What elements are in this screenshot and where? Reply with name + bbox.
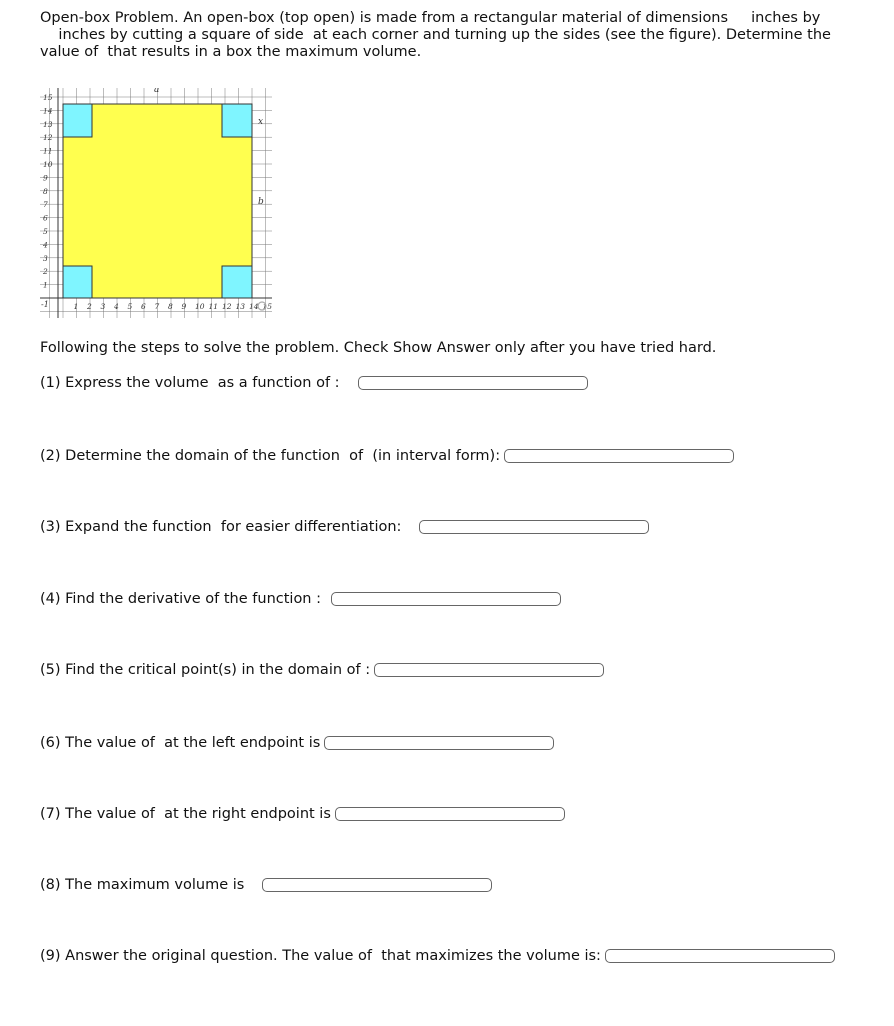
y-tick-label: 12	[43, 133, 53, 143]
x-tick-label: 8	[168, 302, 173, 311]
question-8-label: (8) The maximum volume is	[40, 877, 245, 893]
question-9-label: (9) Answer the original question. The value of that maximizes the volume is:	[40, 948, 601, 964]
problem-line-1: Open-box Problem. An open-box (top open) is made from a rectangular material of dimensions inches by	[40, 10, 821, 26]
box-figure-graph	[40, 88, 272, 318]
y-tick-label: 6	[43, 213, 48, 223]
question-1-label: (1) Express the volume as a function of :	[40, 375, 340, 391]
question-7-label: (7) The value of at the right endpoint is	[40, 806, 331, 822]
label-x: x	[258, 117, 264, 127]
question-1	[40, 373, 588, 393]
question-7	[40, 804, 565, 824]
y-tick-label: 4	[43, 240, 48, 250]
x-tick-labels	[74, 302, 273, 311]
question-5-label: (5) Find the critical point(s) in the domain of :	[40, 662, 371, 678]
question-4-label: (4) Find the derivative of the function :	[40, 591, 321, 607]
x-tick-label: 13	[235, 302, 246, 311]
y-tick-label: 13	[43, 119, 53, 129]
question-3-label: (3) Expand the function for easier differentiation:	[40, 519, 402, 535]
x-tick-label: 12	[222, 302, 232, 311]
x-tick-label: 5	[127, 302, 133, 311]
x-tick-label: 7	[154, 302, 160, 311]
neg-tick-label: -1	[41, 300, 49, 309]
question-2-label: (2) Determine the domain of the function of (in interval form):	[40, 448, 501, 464]
x-tick-label: 6	[141, 302, 146, 311]
y-tick-label: 5	[43, 227, 48, 236]
corner-square-top-right	[222, 104, 252, 137]
y-tick-labels	[42, 93, 53, 290]
box-figure	[40, 88, 272, 318]
answer-field-3[interactable]	[419, 520, 649, 534]
corner-square-bottom-right	[222, 266, 252, 298]
question-8	[40, 875, 492, 895]
answer-field-1[interactable]	[358, 376, 588, 390]
problem-statement	[40, 10, 870, 61]
question-5	[40, 660, 604, 680]
y-tick-label: 7	[43, 200, 48, 210]
y-tick-label: 9	[43, 173, 48, 183]
y-tick-label: 11	[43, 146, 53, 156]
x-tick-label: 10	[195, 302, 205, 311]
question-6-label: (6) The value of at the left endpoint is	[40, 735, 321, 751]
label-b: b	[258, 197, 264, 207]
answer-field-6[interactable]	[324, 736, 554, 750]
answer-field-9[interactable]	[605, 949, 835, 963]
question-9	[40, 946, 835, 966]
x-tick-label: 15	[262, 302, 272, 311]
x-tick-label: 4	[114, 302, 119, 311]
y-tick-label: 14	[43, 106, 53, 116]
x-tick-label: 9	[181, 302, 187, 311]
problem-line-3: value of that results in a box the maximum volume.	[40, 44, 422, 60]
y-tick-label: 3	[43, 253, 48, 263]
y-tick-label: 10	[43, 160, 53, 169]
question-6	[40, 733, 554, 753]
answer-field-5[interactable]	[374, 663, 604, 677]
answer-field-4[interactable]	[331, 592, 561, 606]
answer-field-2[interactable]	[504, 449, 734, 463]
x-tick-label: 1	[73, 302, 79, 311]
question-2	[40, 446, 734, 466]
instructions-text: Following the steps to solve the problem. Check Show Answer only after you have tried hard.	[40, 340, 717, 356]
y-tick-label: 1	[43, 280, 48, 290]
question-4	[40, 589, 561, 609]
x-tick-label: 2	[87, 302, 92, 311]
corner-square-top-left	[63, 104, 92, 137]
y-tick-label: 2	[43, 267, 48, 277]
corner-square-bottom-left	[63, 266, 92, 298]
y-tick-label: 8	[43, 186, 48, 196]
answer-field-7[interactable]	[335, 807, 565, 821]
answer-field-8[interactable]	[262, 878, 492, 892]
x-tick-label: 14	[249, 302, 259, 311]
x-tick-label: 3	[100, 302, 106, 311]
x-tick-label: 11	[208, 302, 219, 311]
label-a: a	[154, 88, 160, 95]
y-tick-label: 15	[43, 93, 53, 102]
problem-line-2: inches by cutting a square of side at each corner and turning up the sides (see the figure). Determine the	[40, 27, 831, 43]
question-3	[40, 517, 649, 537]
